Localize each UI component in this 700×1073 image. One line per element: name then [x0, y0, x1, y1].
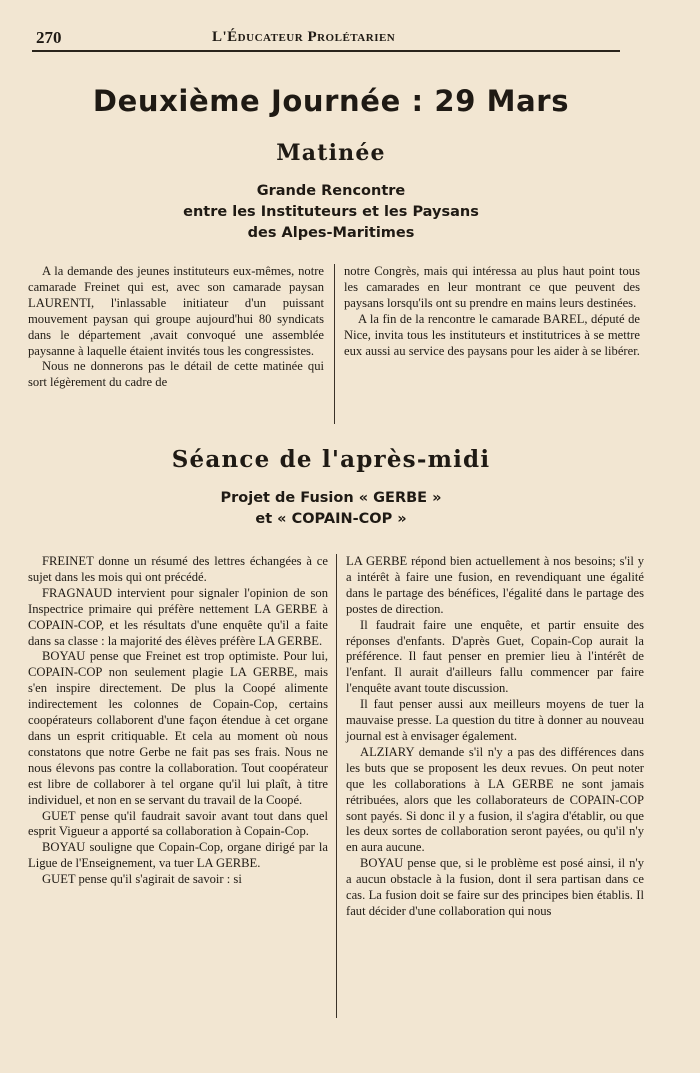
paragraph: FREINET donne un résumé des lettres échangées à ce sujet dans les mois qui ont précédé. — [28, 554, 328, 584]
morning-subtitle-line: des Alpes-Maritimes — [247, 225, 415, 241]
paragraph: ALZIARY demande s'il n'y a pas des différences dans les buts que se proposent les deux revues. On peut noter que les collaborations à LA GERBE ne sont jamais rétribuées, alors que les collaborateurs de COPAIN-COP sont payés. Si donc il y a fusion, il s'agira d'établir, ou que les deux sortes de collaboration seront payées, ou qu'il n'y en aura aucune. — [346, 744, 644, 855]
paragraph: Il faut penser aussi aux meilleurs moyens de tuer la mauvaise presse. La question du titre à donner au nouveau journal est à envisager également. — [346, 697, 644, 743]
paragraph: Il faudrait faire une enquête, et partir ensuite des réponses d'enfants. D'après Guet, Copain-Cop aurait la préférence. Il faut penser en premier lieu à l'intérêt de l'enfant. Il aurait d'ailleurs fallu commencer par faire l'enquête avant toute discussion. — [346, 617, 644, 696]
main-title: Deuxième Journée : 29 Mars — [92, 84, 570, 118]
morning-left-column — [28, 264, 324, 391]
paragraph: BOYAU pense que Freinet est trop optimiste. Pour lui, COPAIN-COP non seulement plagie LA GERBE, mais s'en inspire directement. De plus la Coopé alimente indirectement les colonnes de Copain-Cop, certains coopérateurs collaborent d'une façon étendue à cet organe dans un esprit critiquable. Et cela au moment où nous constatons que notre Gerbe ne fait pas ses frais. Nous ne nous élevons pas contre la collaboration. Tout coopérateur est libre de collaborer à tel organe qu'il lui plaît, à titre individuel, et non en se servant du travail de la Coopé. — [28, 649, 328, 807]
morning-subtitle-line: Grande Rencontre — [256, 183, 406, 199]
column-divider — [334, 264, 335, 424]
paragraph: A la fin de la rencontre le camarade BAREL, député de Nice, invita tous les instituteurs et institutrices à se mettre eux aussi au service des paysans pour les aider à se libérer. — [344, 311, 640, 358]
afternoon-right-column — [346, 554, 644, 920]
page-number: 270 — [36, 28, 62, 47]
paragraph: LA GERBE répond bien actuellement à nos besoins; s'il y a intérêt à faire une fusion, en revendiquant une égalité dans le partage des bénéfices, l'égalité dans le partage des postes de direction. — [346, 554, 644, 616]
paragraph: BOYAU souligne que Copain-Cop, organe dirigé par la Ligue de l'Enseignement, va tuer LA GERBE. — [28, 840, 328, 871]
section-heading-afternoon: Séance de l'après-midi — [171, 446, 491, 473]
afternoon-subtitle-line: Projet de Fusion « GERBE » — [220, 490, 442, 506]
paragraph: A la demande des jeunes instituteurs eux-mêmes, notre camarade Freinet qui est, avec son camarade paysan LAURENTI, l'inlassable initiateur d'un puissant mouvement paysan qui groupe aujourd'hui 80 syndicats dans le département ,avait convoqué une assemblée paysanne à laquelle étaient invités tous les congressistes. — [28, 264, 324, 358]
morning-right-column — [344, 264, 640, 359]
afternoon-subtitle-line: et « COPAIN-COP » — [255, 511, 407, 527]
paragraph: notre Congrès, mais qui intéressa au plus haut point tous les camarades en leur montrant ce que peuvent des paysans lorsqu'ils ont su prendre en mains leurs destinées. — [344, 264, 640, 310]
afternoon-subtitle — [0, 488, 662, 530]
paragraph: Nous ne donnerons pas le détail de cette matinée qui sort légèrement du cadre de — [28, 359, 324, 390]
paragraph: GUET pense qu'il s'agirait de savoir : si — [42, 872, 242, 887]
morning-subtitle-line: entre les Instituteurs et les Paysans — [183, 204, 479, 220]
paragraph: GUET pense qu'il faudrait savoir avant tout dans quel esprit Vigueur a apporté sa collaboration à Copain-Cop. — [28, 808, 328, 839]
journal-title: L'Éducateur Prolétarien — [212, 29, 396, 45]
paragraph: BOYAU pense que, si le problème est posé ainsi, il n'y a aucun obstacle à la fusion, dont il sera partisan dans ce cas. La fusion doit se faire sur des principes bien établis. Il faut décider d'une collaboration qui nous — [346, 856, 644, 918]
column-divider — [336, 554, 337, 1018]
afternoon-left-column — [28, 554, 328, 888]
morning-subtitle — [0, 181, 662, 244]
page-header — [32, 24, 620, 52]
section-heading-morning: Matinée — [276, 140, 386, 166]
paragraph: FRAGNAUD intervient pour signaler l'opinion de son Inspectrice primaire qui préfère nettement LA GERBE à COPAIN-COP, et les résultats d'une enquête qu'il a faite dans sa classe : la majorité des élèves préfère LA GERBE. — [28, 585, 328, 648]
